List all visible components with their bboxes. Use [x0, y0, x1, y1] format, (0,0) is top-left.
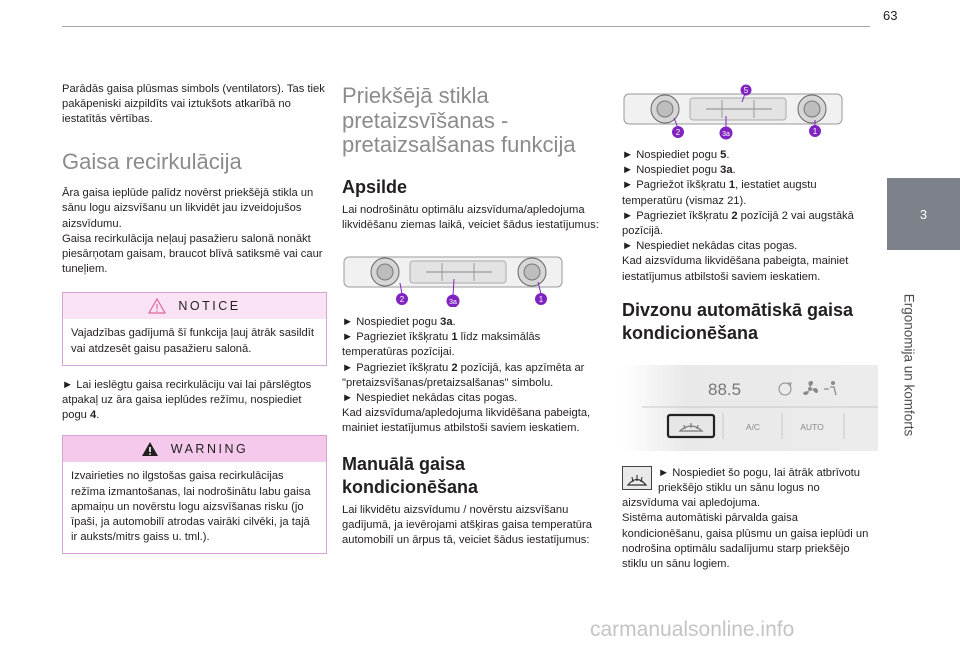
heating-step: ► Nospiediet pogu 3a. [342, 315, 456, 328]
chapter-tab[interactable] [887, 178, 960, 250]
notice-text: Vajadzības gadījumā šī funkcija ļauj ātrāk sasildīt vai atdzesēt gaisu pasažieru salonā. [71, 327, 314, 355]
ac-button-label[interactable]: A/C [745, 421, 761, 432]
callout-2-label: 2 [675, 128, 681, 137]
callout-3a-label: 3a [449, 298, 457, 306]
callout-3a-label: 3a [722, 131, 730, 138]
manual-ac-heading: Manuālā gaisa kondicionēšana [342, 453, 479, 497]
intro-text: Parādās gaisa plūsmas simbols (ventilators). Tas tiek pakāpeniski aizpildīts vai iztukšots atkarībā no iestatītās vērtības. [62, 83, 325, 126]
defrost-step: ► Pagrieziet īkšķratu 2 pozīcijā 2 vai augstākā pozīcijā. [622, 209, 854, 238]
manual-ac-intro: Lai likvidētu aizsvīdumu / novērstu aizsvīšanu gadījumā, ja ievērojami atšķiras gaisa temperatūra automobilī un ārpus tā, veiciet šādus iestatījumus: [342, 503, 592, 546]
callout-1-label: 1 [812, 127, 818, 136]
chapter-title-text: Ergonomija un komforts [901, 293, 917, 437]
chapter-title [896, 260, 922, 470]
recirculation-step: ► Lai ieslēgtu gaisa recirkulāciju vai lai pārslēgtos atpakaļ uz āra gaisa ieplūdes režīmu, nospiediet pogu 4. [62, 378, 312, 422]
heating-after: Kad aizsvīduma/apledojuma likvidēšana pabeigta, mainiet iestatījumus atbilstoši saviem ieskatiem. [342, 407, 591, 435]
warning-triangle-icon [141, 441, 159, 457]
heating-steps [342, 315, 604, 437]
heating-heading: Apsilde [342, 176, 408, 197]
windscreen-demist-icon [622, 466, 652, 490]
watermark: carmanualsonline.info [590, 618, 795, 641]
notice-header [63, 293, 326, 319]
step-end: . [96, 409, 100, 422]
heating-intro: Lai nodrošinātu optimālu aizsvīduma/apledojuma likvidēšanu ziemas laikā, veiciet šādus iestatījumus: [342, 203, 599, 231]
column-2 [342, 84, 604, 548]
heating-step: ► Pagrieziet īkšķratu 2 pozīcijā, kas apzīmēta ar "pretaizsvīšanas/pretaizsalšanas" simbolu. [342, 361, 585, 389]
caution-triangle-icon [148, 298, 166, 314]
defrost-after: Kad aizsvīduma likvidēšana pabeigta, mainiet iestatījumus atbilstoši saviem ieskatiem. [622, 255, 849, 283]
dual-zone-step [622, 466, 878, 512]
header-rule [62, 26, 870, 27]
warning-title: WARNING [170, 441, 249, 456]
heating-step: ► Pagrieziet īkšķratu 1 līdz maksimālās temperatūras pozīcijai. [342, 331, 541, 359]
defrost-step: ► Nospiediet pogu 5. [622, 149, 730, 161]
warning-header [63, 436, 326, 462]
defrost-step: ► Pagriežot īkšķratu 1, iestatiet augstu temperatūru (vismaz 21). [622, 179, 817, 207]
recirculation-para-2: Gaisa recirkulācija neļauj pasažieru salonā nonākt piesārņotam gaisam, braucot blīvā satiksmē vai caur tuneļiem. [62, 232, 323, 276]
step-text: Lai ieslēgtu gaisa recirkulāciju vai lai pārslēgtos atpakaļ uz āra gaisa ieplūdes režīmu, nospiediet pogu [62, 378, 312, 422]
notice-box [62, 292, 327, 365]
defrost-step: ► Nespiediet nekādas citas pogas. [622, 240, 798, 253]
defrost-steps [622, 148, 878, 285]
warning-text: Izvairieties no ilgstošas gaisa recirkulācijas režīma izmantošanas, lai nodrošinātu labu gaisa apmaiņu un novērstu logu aizsvīšanas risku (jo īpaši, ja automobilī atrodas vairāki cilvēki, ja tajā ir auksts/mitrs gaiss u. tml.). [71, 470, 311, 544]
notice-title: NOTICE [178, 298, 241, 313]
warning-box [62, 435, 327, 554]
defrost-heading: Priekšējā stikla pretaizsvīšanas - pretaizsalšanas funkcija [342, 83, 576, 157]
page-number: 63 [883, 8, 898, 23]
callout-2-label: 2 [399, 294, 405, 304]
column-3 [622, 84, 878, 572]
defrost-step: ► Nospiediet pogu 3a. [622, 164, 736, 177]
temperature-display: 88.5 [708, 379, 742, 399]
dual-zone-panel-illustration [622, 365, 878, 451]
heating-panel-illustration [342, 251, 564, 307]
callout-5-label: 5 [743, 86, 749, 95]
dual-zone-final: Sistēma automātiski pārvalda gaisa kondicionēšanu, gaisa plūsmu un gaisa ieplūdi un nodrošina optimālu sadalījumu starp priekšējo stiklu un sānu logiem. [622, 512, 869, 571]
chapter-number: 3 [919, 206, 928, 222]
defrost-panel-illustration [622, 84, 844, 140]
recirculation-heading: Gaisa recirkulācija [62, 148, 242, 174]
recirculation-para-1: Āra gaisa ieplūde palīdz novērst priekšējā stikla un sānu logu aizsvīšanu un likvidēt jau izveidojušos aizsvīdumu. [62, 187, 314, 230]
dual-zone-heading: Divzonu automātiskā gaisa kondicionēšana [622, 299, 854, 343]
callout-1-label: 1 [538, 294, 544, 304]
dual-zone-step-text: ► Nospiediet šo pogu, lai ātrāk atbrīvotu priekšējo stiklu un sānu logus no aizsvīduma vai apledojuma. [622, 466, 860, 510]
auto-button-label[interactable]: AUTO [800, 421, 824, 432]
heating-step: ► Nespiediet nekādas citas pogas. [342, 391, 518, 404]
column-1 [62, 82, 327, 554]
button-ref: 4 [90, 409, 97, 422]
